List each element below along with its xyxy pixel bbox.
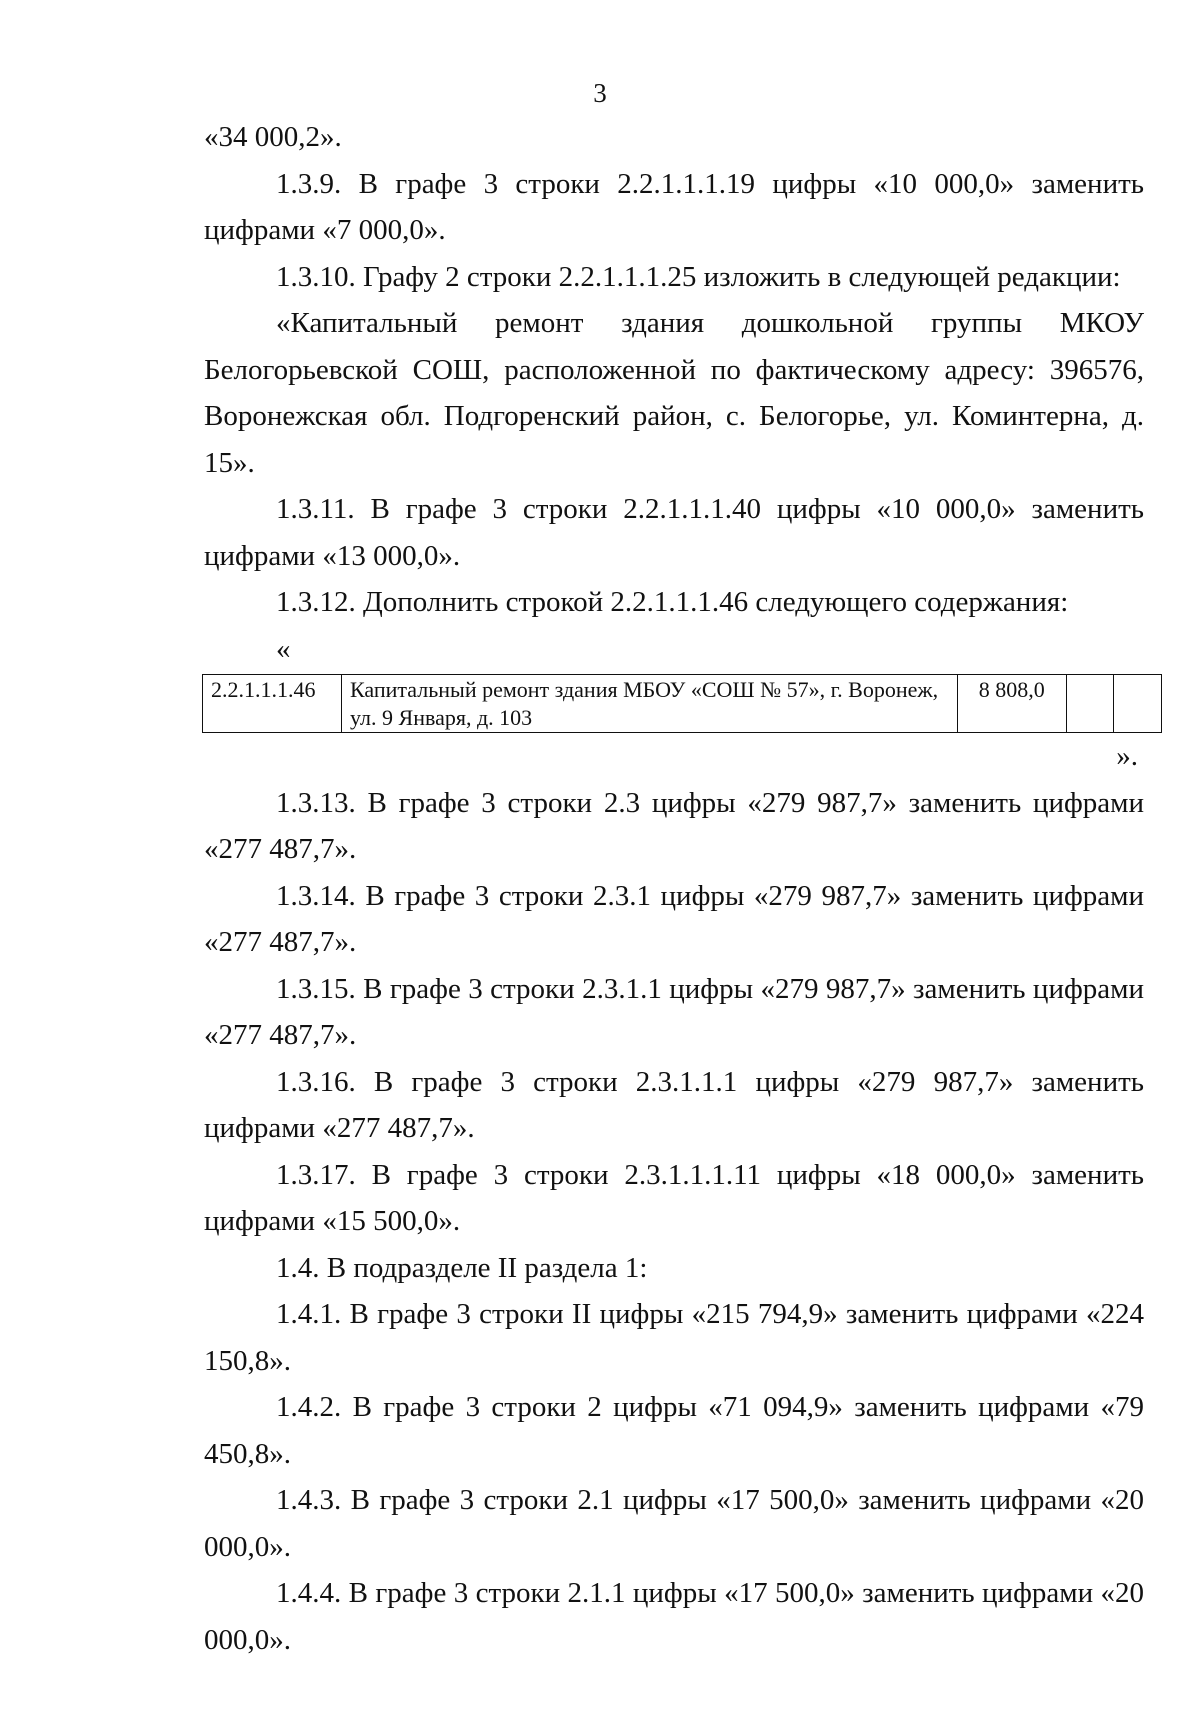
paragraph: 1.3.13. В графе 3 строки 2.3 цифры «279 987,7» заменить цифрами «277 487,7». [204,786,1144,865]
table-close-quote: ». [1116,740,1138,772]
paragraph: 1.4.1. В графе 3 строки II цифры «215 794,9» заменить цифрами «224 150,8». [204,1298,1144,1377]
row-name-cell: Капитальный ремонт здания МБОУ «СОШ № 57», г. Воронеж, ул. 9 Января, д. 103 [342,675,958,733]
paragraph: 1.3.15. В графе 3 строки 2.3.1.1 цифры «279 987,7» заменить цифрами «277 487,7». [204,972,1144,1051]
table-row [203,675,1162,733]
paragraph: 1.3.9. В графе 3 строки 2.2.1.1.1.19 цифры «10 000,0» заменить цифрами «7 000,0». [204,167,1144,246]
paragraphs-after-table [204,780,1144,1664]
paragraph: 1.4. В подразделе II раздела 1: [276,1251,648,1284]
paragraph: 1.4.3. В графе 3 строки 2.1 цифры «17 500,0» заменить цифрами «20 000,0». [204,1484,1144,1563]
inserted-table-wrapper [204,674,1144,733]
paragraph: 1.4.2. В графе 3 строки 2 цифры «71 094,9» заменить цифрами «79 450,8». [204,1391,1144,1470]
paragraph: «Капитальный ремонт здания дошкольной группы МКОУ Белогорьевской СОШ, расположенной по фактическому адресу: 396576, Воронежская обл. Подгоренский район, с. Белогорье, ул. Коминтерна, д. 15». [204,307,1144,479]
page-number: 3 [593,78,607,108]
paragraph: 1.4.4. В графе 3 строки 2.1.1 цифры «17 500,0» заменить цифрами «20 000,0». [204,1577,1144,1656]
paragraph: 1.3.11. В графе 3 строки 2.2.1.1.1.40 цифры «10 000,0» заменить цифрами «13 000,0». [204,493,1144,572]
row-amount-cell: 8 808,0 [958,675,1067,733]
paragraph: 1.3.17. В графе 3 строки 2.3.1.1.1.11 цифры «18 000,0» заменить цифрами «15 500,0». [204,1158,1144,1237]
paragraph: 1.3.12. Дополнить строкой 2.2.1.1.1.46 следующего содержания: [276,586,1069,618]
row-code-cell: 2.2.1.1.1.46 [203,675,342,733]
inserted-row-table [202,674,1162,733]
paragraph: 1.3.10. Графу 2 строки 2.2.1.1.1.25 изложить в следующей редакции: [276,260,1121,293]
row-col5-cell [1114,675,1162,733]
paragraphs-before-table [204,114,1144,626]
table-open-quote: « [276,632,291,665]
row-col4-cell [1066,675,1114,733]
paragraph: 1.3.14. В графе 3 строки 2.3.1 цифры «279 987,7» заменить цифрами «277 487,7». [204,879,1144,958]
document-body [204,114,1144,1663]
paragraph: 1.3.16. В графе 3 строки 2.3.1.1.1 цифры «279 987,7» заменить цифрами «277 487,7». [204,1065,1144,1144]
paragraph: «34 000,2». [204,121,342,153]
